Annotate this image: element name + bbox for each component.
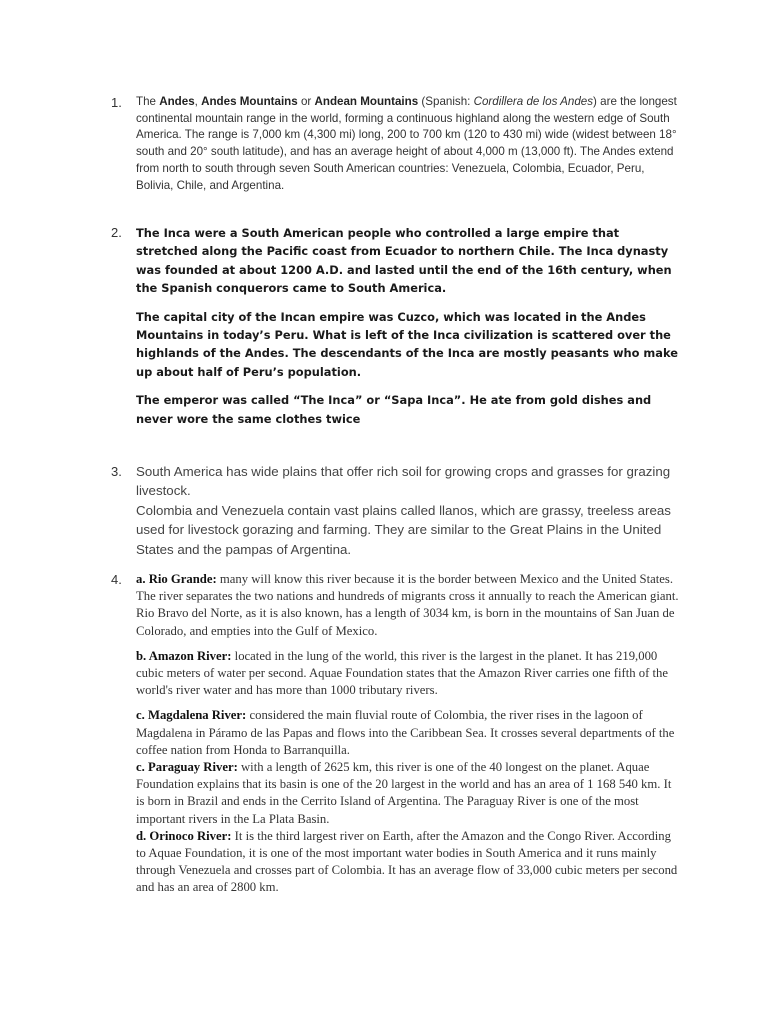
list-number: 2. — [111, 225, 122, 240]
spanish-name: Cordillera de los Andes — [473, 95, 594, 108]
text-segment: The — [136, 95, 160, 108]
text-segment: ) are the longest continental mountain range in the world, forming a continuous highland along the western edge of South America. The range is 7,000 km (4,300 mi) long, 200 to 700 km (120 to 430 mi) wide (widest between 18° south and 20° south latitude), and has an average height of about 4,000 m (13,000 ft). The Andes extend from north to south through seven South American countries: Venezuela, Colombia, Ecuador, Peru, Bolivia, Chile, and Argentina. — [136, 95, 677, 192]
river-label: d. Orinoco River: — [136, 828, 232, 843]
paragraph-inca-capital: The capital city of the Incan empire was Cuzco, which was located in the Andes Mountains in today’s Peru. What is left of the Inca civilization is scattered over the highlands of the Andes. The descendants of the Inca are mostly peasants who make up about half of Peru’s population. — [136, 309, 678, 379]
list-item-rivers — [136, 571, 681, 897]
list-number: 4. — [111, 572, 122, 587]
text-segment: (Spanish: — [418, 95, 474, 108]
river-text: many will know this river because it is the border between Mexico and the United States. The river separates the two nations and hundreds of migrants cross it annually to reach the American giant. Rio Bravo del Norte, as it is also known, has a length of 3034 km, is born in the mountains of San Juan de Colorado, and empties into the Gulf of Mexico. — [136, 572, 679, 638]
river-label: b. Amazon River: — [136, 648, 232, 663]
plains-llanos: Colombia and Venezuela contain vast plains called llanos, which are grassy, treeless areas used for livestock gorazing and farming. They are similar to the Great Plains in the United States and the pampas of Argentina. — [136, 502, 671, 557]
river-text: located in the lung of the world, this river is the largest in the planet. It has 219,000 cubic meters of water per second. Aquae Foundation states that the Amazon River carries one fifth of the world's river water and has more than 1000 tributary rivers. — [136, 648, 668, 698]
river-label: c. Paraguay River: — [136, 760, 238, 775]
paragraph-inca-people: The Inca were a South American people who controlled a large empire that stretched along the Pacific coast from Ecuador to northern Chile. The Inca dynasty was founded at about 1200 A.D. and lasted until the end of the 16th century, when the Spanish conquerors came to South America. — [136, 226, 672, 296]
river-orinoco — [136, 828, 681, 897]
river-text: It is the third largest river on Earth, after the Amazon and the Congo River. According to Aquae Foundation, it is one of the most important water bodies in South America and it runs mainly through Venezuela and crosses part of Colombia. It has an average flow of 33,000 cubic meters per second and has an area of 2800 km. — [136, 828, 678, 895]
river-label: c. Magdalena River: — [136, 708, 247, 723]
list-number: 3. — [111, 464, 122, 479]
list-item-andes — [136, 94, 681, 194]
river-amazon — [136, 648, 681, 700]
paragraph-inca-emperor: The emperor was called “The Inca” or “Sapa Inca”. He ate from gold dishes and never wore the same clothes twice — [136, 393, 652, 426]
river-text: with a length of 2625 km, this river is one of the 40 longest on the planet. Aquae Foundation explains that its basin is one of the 20 largest in the world and has an area of 1 168 540 km. It is born in Brazil and ends in the Cerrito Island of Argentina. The Paraguay River is one of the most important rivers in the La Plata Basin. — [136, 760, 672, 826]
river-magdalena — [136, 707, 681, 759]
text-segment: or — [297, 95, 315, 108]
river-label: a. Rio Grande: — [136, 572, 217, 586]
term-andes-mountains: Andes Mountains — [201, 95, 298, 108]
list-number: 1. — [111, 95, 122, 110]
river-rio-grande — [136, 571, 681, 640]
term-andean-mountains: Andean Mountains — [314, 95, 419, 108]
text-segment: , — [194, 95, 202, 108]
river-text: considered the main fluvial route of Colombia, the river rises in the lagoon of Magdalena in Páramo de las Papas and flows into the Caribbean Sea. It crosses several departments of the coffee nation from Honda to Barranquilla. — [136, 708, 675, 757]
river-paraguay — [136, 759, 681, 828]
list-item-inca — [136, 224, 681, 438]
plains-intro: South America has wide plains that offer rich soil for growing crops and grasses for grazing livestock. — [136, 464, 671, 499]
term-andes: Andes — [159, 95, 195, 108]
list-item-plains — [136, 462, 681, 559]
